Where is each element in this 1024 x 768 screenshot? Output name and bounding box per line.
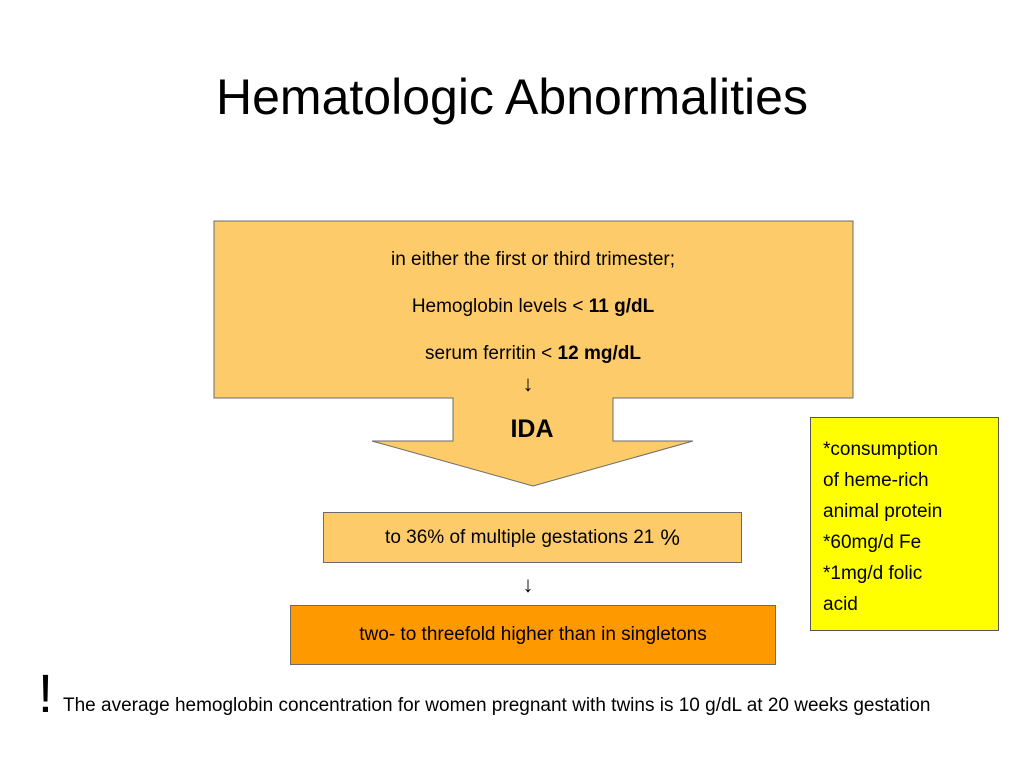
hemoglobin-value: 11 g/dL xyxy=(588,296,655,317)
ferritin-label: serum ferritin < xyxy=(425,343,558,364)
note-line: *60mg/d Fe xyxy=(823,532,922,553)
note-line: acid xyxy=(823,594,858,615)
ida-label: IDA xyxy=(510,415,554,443)
nutrition-note-box xyxy=(810,417,999,631)
ferritin-value: 12 mg/dL xyxy=(557,343,641,364)
multiple-gestations-text: to 36% of multiple gestations 21 xyxy=(385,526,655,548)
hemoglobin-label: Hemoglobin levels < xyxy=(411,296,589,317)
twin-rate-box xyxy=(290,605,776,665)
down-arrow-icon: ↓ xyxy=(522,572,534,597)
hemoglobin-criterion xyxy=(214,295,852,319)
multiple-gestations-box xyxy=(323,512,742,563)
exclamation-icon: ! xyxy=(38,664,54,724)
note-line: *consumption xyxy=(823,439,939,460)
footer-note: The average hemoglobin concentration for women pregnant with twins is 10 g/dL at 20 weeks gestation xyxy=(63,695,931,716)
page-title: Hematologic Abnormalities xyxy=(216,69,808,125)
note-line: animal protein xyxy=(823,501,943,522)
note-line: of heme-rich xyxy=(823,470,929,491)
trimester-text: in either the first or third trimester; xyxy=(390,249,676,270)
percent-sign: % xyxy=(660,524,680,550)
down-arrow-icon: ↓ xyxy=(522,371,534,396)
ferritin-criterion xyxy=(214,342,852,366)
twin-rate-text: two- to threefold higher than in singletons xyxy=(359,624,707,645)
note-line: *1mg/d folic xyxy=(823,563,923,584)
